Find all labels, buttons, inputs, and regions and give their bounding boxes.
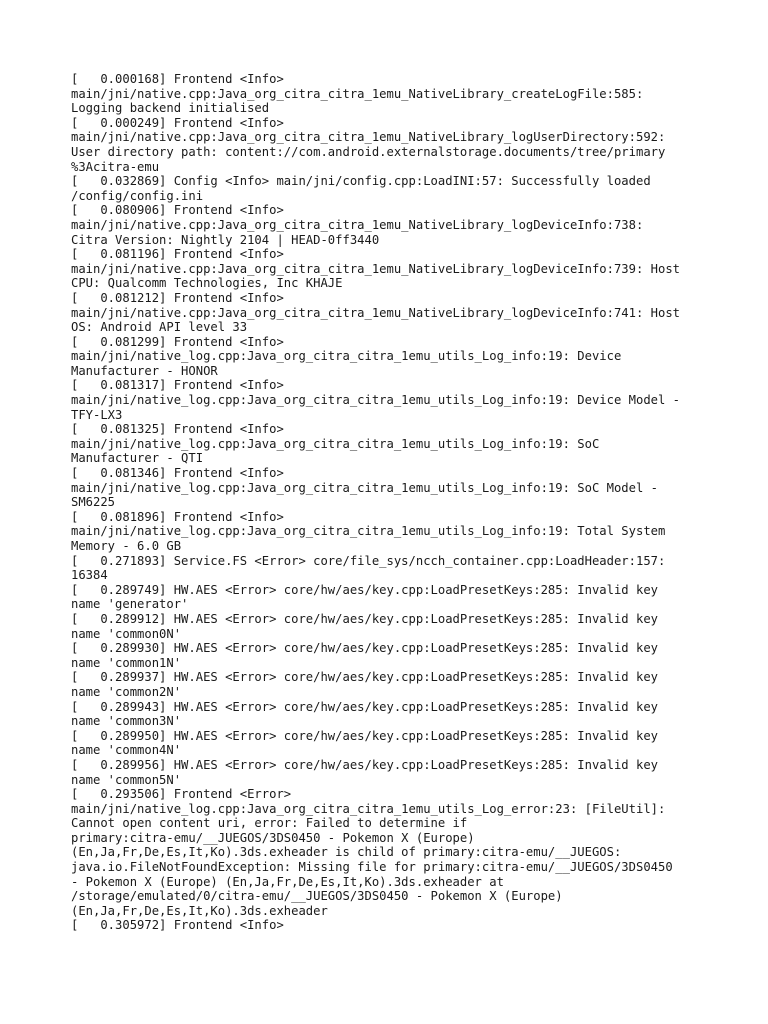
log-line: main/jni/native_log.cpp:Java_org_citra_citra_1emu_utils_Log_info:19: Total System <box>71 524 666 539</box>
log-line: name 'common5N' <box>71 772 182 787</box>
log-line: main/jni/native_log.cpp:Java_org_citra_citra_1emu_utils_Log_error:23: [FileUtil]: <box>71 801 666 816</box>
log-line: [ 0.000249] Frontend <Info> <box>71 115 284 130</box>
log-line: %3Acitra-emu <box>71 159 160 174</box>
log-line: [ 0.032869] Config <Info> main/jni/config.cpp:LoadINI:57: Successfully loaded <box>71 174 651 189</box>
log-line: main/jni/native_log.cpp:Java_org_citra_citra_1emu_utils_Log_info:19: Device Model - <box>71 393 681 408</box>
log-line: Memory - 6.0 GB <box>71 539 182 553</box>
log-line: name 'common2N' <box>71 684 182 699</box>
log-line: name 'common4N' <box>71 743 182 758</box>
log-line: Logging backend initialised <box>71 101 270 116</box>
log-line: name 'common3N' <box>71 714 182 729</box>
log-line: main/jni/native_log.cpp:Java_org_citra_citra_1emu_utils_Log_info:19: SoC Model - <box>71 480 658 495</box>
log-line: /config/config.ini <box>71 188 204 203</box>
log-line: [ 0.081896] Frontend <Info> <box>71 509 284 524</box>
log-text-document <box>71 72 711 933</box>
log-line: TFY-LX3 <box>71 407 123 422</box>
log-line: [ 0.271893] Service.FS <Error> core/file_sys/ncch_container.cpp:LoadHeader:157: <box>71 553 666 568</box>
log-line: main/jni/native_log.cpp:Java_org_citra_citra_1emu_utils_Log_info:19: Device <box>71 349 622 364</box>
log-line: /storage/emulated/0/citra-emu/__JUEGOS/3DS0450 - Pokemon X (Europe) <box>71 889 563 904</box>
log-line: Manufacturer - QTI <box>71 451 204 466</box>
log-line: name 'common0N' <box>71 626 182 641</box>
log-line: [ 0.081317] Frontend <Info> <box>71 378 284 393</box>
log-line: [ 0.081196] Frontend <Info> <box>71 247 284 262</box>
log-line: [ 0.081212] Frontend <Info> <box>71 290 284 305</box>
log-line: [ 0.081299] Frontend <Info> <box>71 334 284 349</box>
log-line: primary:citra-emu/__JUEGOS/3DS0450 - Pokemon X (Europe) <box>71 830 475 845</box>
log-line: OS: Android API level 33 <box>71 320 248 335</box>
log-line: [ 0.305972] Frontend <Info> <box>71 918 284 933</box>
log-line: User directory path: content://com.android.externalstorage.documents/tree/primary <box>71 144 666 159</box>
log-line: (En,Ja,Fr,De,Es,It,Ko).3ds.exheader <box>71 903 328 918</box>
log-line: name 'common1N' <box>71 655 182 670</box>
log-line: java.io.FileNotFoundException: Missing file for primary:citra-emu/__JUEGOS/3DS0450 <box>71 860 673 875</box>
log-line: 16384 <box>71 568 108 583</box>
log-line: CPU: Qualcomm Technologies, Inc KHAJE <box>71 276 343 291</box>
log-line: SM6225 <box>71 495 116 510</box>
log-line: [ 0.081325] Frontend <Info> <box>71 422 284 437</box>
log-line: [ 0.293506] Frontend <Error> <box>71 787 292 802</box>
log-line: [ 0.289943] HW.AES <Error> core/hw/aes/key.cpp:LoadPresetKeys:285: Invalid key <box>71 699 658 714</box>
log-line: Citra Version: Nightly 2104 | HEAD-0ff3440 <box>71 232 380 247</box>
log-line: [ 0.289930] HW.AES <Error> core/hw/aes/key.cpp:LoadPresetKeys:285: Invalid key <box>71 641 658 656</box>
log-line: [ 0.289950] HW.AES <Error> core/hw/aes/key.cpp:LoadPresetKeys:285: Invalid key <box>71 728 658 743</box>
log-line: [ 0.289912] HW.AES <Error> core/hw/aes/key.cpp:LoadPresetKeys:285: Invalid key <box>71 611 658 626</box>
log-line: [ 0.289937] HW.AES <Error> core/hw/aes/key.cpp:LoadPresetKeys:285: Invalid key <box>71 670 658 685</box>
log-line: [ 0.080906] Frontend <Info> <box>71 203 284 218</box>
log-line: Cannot open content uri, error: Failed to determine if <box>71 816 468 831</box>
log-line: [ 0.289956] HW.AES <Error> core/hw/aes/key.cpp:LoadPresetKeys:285: Invalid key <box>71 757 658 772</box>
log-line: Manufacturer - HONOR <box>71 363 218 378</box>
log-line: main/jni/native.cpp:Java_org_citra_citra_1emu_NativeLibrary_logDeviceInfo:738: <box>71 217 644 232</box>
log-line: main/jni/native.cpp:Java_org_citra_citra_1emu_NativeLibrary_logDeviceInfo:739: Host <box>71 261 681 276</box>
log-line: main/jni/native.cpp:Java_org_citra_citra_1emu_NativeLibrary_createLogFile:585: <box>71 86 644 101</box>
log-line: [ 0.289749] HW.AES <Error> core/hw/aes/key.cpp:LoadPresetKeys:285: Invalid key <box>71 582 658 597</box>
log-line: - Pokemon X (Europe) (En,Ja,Fr,De,Es,It,Ko).3ds.exheader at <box>71 874 504 889</box>
log-line: [ 0.081346] Frontend <Info> <box>71 466 284 481</box>
log-line: (En,Ja,Fr,De,Es,It,Ko).3ds.exheader is child of primary:citra-emu/__JUEGOS: <box>71 845 622 860</box>
log-line: main/jni/native.cpp:Java_org_citra_citra_1emu_NativeLibrary_logDeviceInfo:741: Host <box>71 305 681 320</box>
log-line: main/jni/native_log.cpp:Java_org_citra_citra_1emu_utils_Log_info:19: SoC <box>71 436 600 451</box>
log-line: main/jni/native.cpp:Java_org_citra_citra_1emu_NativeLibrary_logUserDirectory:592: <box>71 130 666 145</box>
log-line: [ 0.000168] Frontend <Info> <box>71 72 284 86</box>
log-line: name 'generator' <box>71 597 189 612</box>
